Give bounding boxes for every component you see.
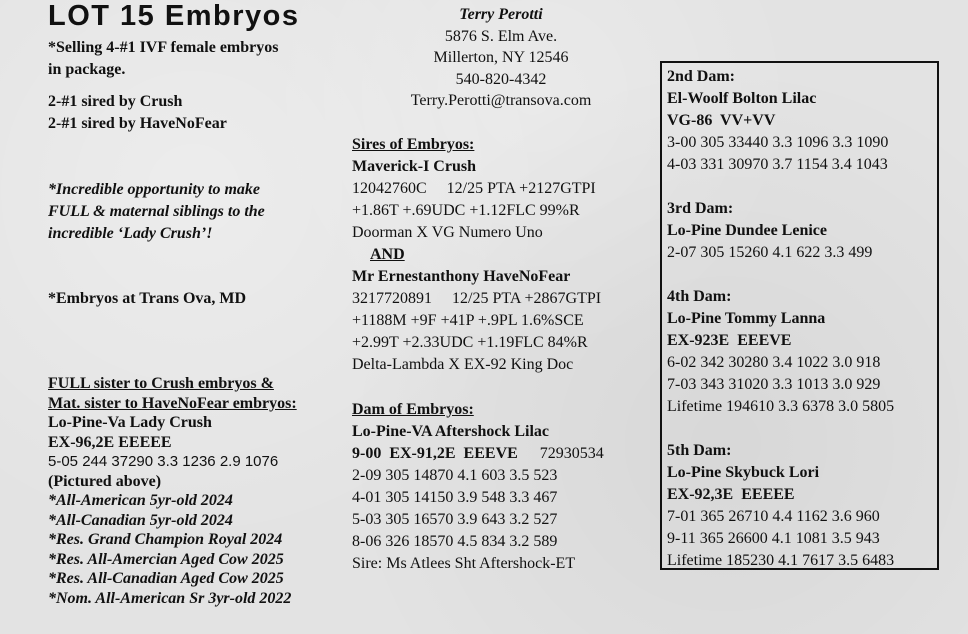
dam-record: 2-09 305 14870 4.1 603 3.5 523: [352, 467, 558, 484]
opportunity-note: [48, 179, 265, 245]
sired-note: [48, 91, 227, 135]
sister-heading: FULL sister to Crush embryos &: [48, 375, 274, 392]
sire2-name: Mr Ernestanthony HaveNoFear: [352, 268, 571, 285]
contact-email[interactable]: Terry.Perotti@transova.com: [410, 92, 592, 109]
sires-heading: Sires of Embryos:: [352, 136, 475, 153]
sister-honor: *Res. All-Amercian Aged Cow 2025: [48, 550, 284, 568]
sired-line: 2-#1 sired by Crush: [48, 93, 183, 110]
contact-phone: 540-820-4342: [455, 70, 547, 88]
sire1-line: Doorman X VG Numero Uno: [352, 224, 543, 241]
dam5-label: 5th Dam:: [667, 442, 732, 459]
sister-pictured: (Pictured above): [48, 472, 162, 490]
dam4-record: 7-03 343 31020 3.3 1013 3.0 929: [667, 376, 881, 393]
and-label: AND: [370, 246, 405, 263]
sire2-line: Delta-Lambda X EX-92 King Doc: [352, 356, 574, 373]
dam2-classification: VG-86 VV+VV: [667, 112, 776, 129]
sire2-line: +1188M +9F +41P +.9PL 1.6%SCE: [352, 312, 584, 329]
dam2-record: 3-00 305 33440 3.3 1096 3.3 1090: [667, 134, 889, 151]
dam5-record: 9-11 365 26600 4.1 1081 3.5 943: [667, 530, 880, 547]
opportunity-line: FULL & maternal siblings to the: [48, 203, 265, 220]
dam-classification: 9-00 EX-91,2E EEEVE: [352, 445, 518, 462]
dam5-record: Lifetime 185230 4.1 7617 3.5 6483: [667, 552, 895, 569]
dam5-record: 7-01 365 26710 4.4 1162 3.6 960: [667, 508, 880, 525]
contact-street: 5876 S. Elm Ave.: [444, 27, 558, 45]
dam2-label: 2nd Dam:: [667, 68, 736, 85]
dam-section: [352, 399, 604, 575]
dam3-name: Lo-Pine Dundee Lenice: [667, 222, 827, 239]
opportunity-line: incredible ‘Lady Crush’!: [48, 225, 213, 242]
sister-section: [48, 374, 297, 608]
sires-section: [352, 134, 601, 376]
sire2-line: +2.99T +2.33UDC +1.19FLC 84%R: [352, 334, 588, 351]
contact-block: [360, 4, 642, 112]
sired-line: 2-#1 sired by HaveNoFear: [48, 115, 227, 132]
dam5-classification: EX-92,3E EEEEE: [667, 486, 795, 503]
sire1-line: 12042760C 12/25 PTA +2127GTPI: [352, 180, 596, 197]
opportunity-line: *Incredible opportunity to make: [48, 181, 260, 198]
sire2-line: 3217720891 12/25 PTA +2867GTPI: [352, 290, 602, 307]
selling-line: in package.: [48, 61, 126, 78]
dam4-label: 4th Dam:: [667, 288, 732, 305]
sister-honor: *All-American 5yr-old 2024: [48, 492, 233, 509]
lot-title: LOT 15 Embryos: [48, 0, 300, 32]
sister-honor: *Res. All-Canadian Aged Cow 2025: [48, 570, 284, 587]
dam-record: 8-06 326 18570 4.5 834 3.2 589: [352, 533, 558, 550]
sire1-name: Maverick-I Crush: [352, 158, 476, 175]
dam-record: 5-03 305 16570 3.9 643 3.2 527: [352, 511, 558, 528]
dam4-name: Lo-Pine Tommy Lanna: [667, 310, 826, 327]
pedigree-box: [660, 61, 939, 570]
sire1-line: +1.86T +.69UDC +1.12FLC 99%R: [352, 202, 580, 219]
contact-city: Millerton, NY 12546: [433, 49, 569, 66]
dam-sire: Sire: Ms Atlees Sht Aftershock-ET: [352, 555, 576, 572]
sister-honor: *Res. Grand Champion Royal 2024: [48, 531, 283, 548]
dam2-name: El-Woolf Bolton Lilac: [667, 90, 817, 107]
sister-heading: Mat. sister to HaveNoFear embryos:: [48, 394, 297, 412]
selling-line: *Selling 4-#1 IVF female embryos: [48, 39, 279, 56]
dam5-name: Lo-Pine Skybuck Lori: [667, 464, 820, 481]
selling-note: [48, 37, 278, 81]
sister-honor: *Nom. All-American Sr 3yr-old 2022: [48, 589, 292, 607]
dam-registration: 72930534: [539, 445, 604, 462]
dam2-record: 4-03 331 30970 3.7 1154 3.4 1043: [667, 156, 888, 173]
dam-heading: Dam of Embryos:: [352, 401, 474, 418]
sister-classification: EX-96,2E EEEEE: [48, 433, 172, 451]
dam4-record: Lifetime 194610 3.3 6378 3.0 5805: [667, 398, 895, 415]
contact-name: Terry Perotti: [459, 6, 543, 23]
sister-name: Lo-Pine-Va Lady Crush: [48, 414, 212, 431]
dam4-record: 6-02 342 30280 3.4 1022 3.0 918: [667, 354, 881, 371]
location-line: *Embryos at Trans Ova, MD: [48, 290, 247, 307]
dam3-label: 3rd Dam:: [667, 200, 734, 217]
sister-honor: *All-Canadian 5yr-old 2024: [48, 511, 233, 529]
location-note: [48, 288, 246, 310]
dam4-classification: EX-923E EEEVE: [667, 332, 792, 349]
dam3-record: 2-07 305 15260 4.1 622 3.3 499: [667, 244, 873, 261]
sister-record: 5-05 244 37290 3.3 1236 2.9 1076: [48, 453, 279, 470]
dam-name: Lo-Pine-VA Aftershock Lilac: [352, 423, 550, 440]
dam-classification-row: [352, 443, 604, 465]
dam-record: 4-01 305 14150 3.9 548 3.3 467: [352, 489, 558, 506]
